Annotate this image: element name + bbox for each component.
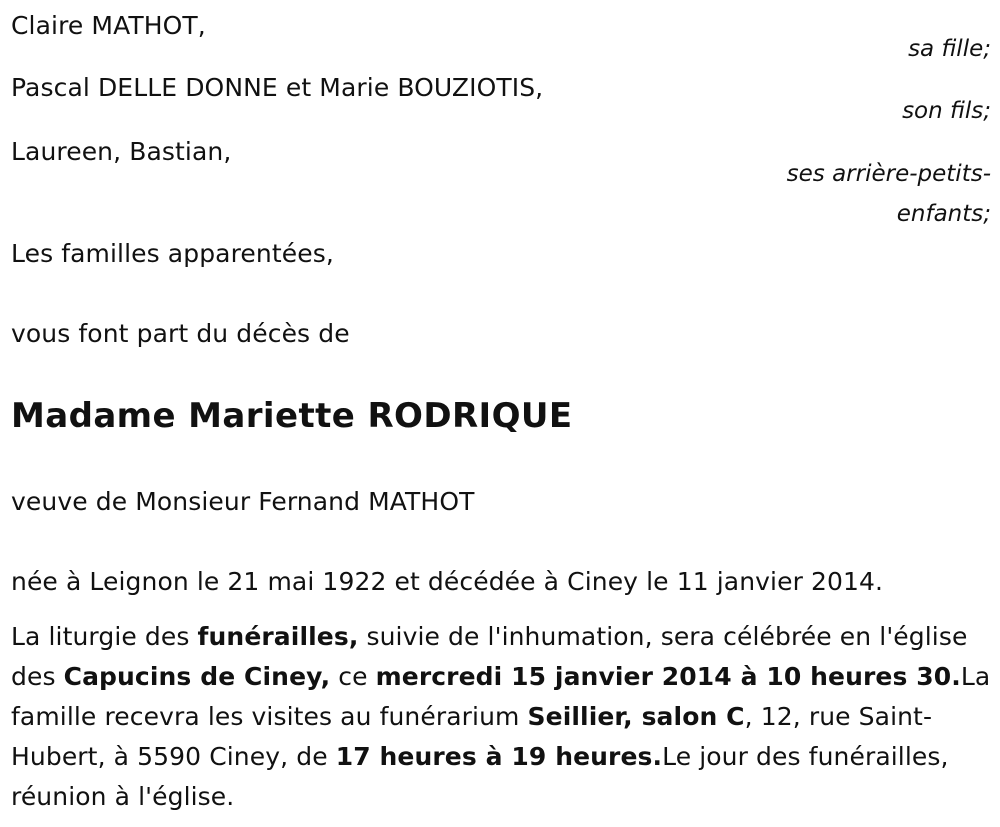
announcement: vous font part du décès de (11, 319, 350, 348)
funeral-text: , 12, rue Saint-Hubert, à 5590 Ciney, de (11, 702, 933, 771)
family-member-relation: son fils; (902, 98, 991, 124)
family-member-name: Laureen, Bastian, (11, 137, 232, 166)
funeral-details (11, 617, 996, 817)
funeral-emphasis: funérailles, (197, 622, 359, 651)
other-family: Les familles apparentées, (11, 239, 334, 268)
family-member-relation: sa fille; (908, 36, 991, 62)
funeral-date-time: mercredi 15 janvier 2014 à 10 heures 30. (375, 662, 961, 691)
funeral-home-name: Seillier, salon C (527, 702, 745, 731)
family-member-relation: ses arrière-petits- (786, 161, 991, 187)
visiting-hours: 17 heures à 19 heures. (335, 742, 663, 771)
birth-death-details: née à Leignon le 21 mai 1922 et décédée à Ciney le 11 janvier 2014. (11, 567, 884, 596)
funeral-text: ce (330, 662, 376, 691)
funeral-text: La liturgie des (11, 622, 198, 651)
funeral-text: suivie de l'inhumation, sera célébrée en l'église des (11, 622, 968, 691)
church-name: Capucins de Ciney, (63, 662, 331, 691)
family-member-name: Pascal DELLE DONNE et Marie BOUZIOTIS, (11, 73, 544, 102)
family-member-name: Claire MATHOT, (11, 11, 206, 40)
family-member-relation-continued: enfants; (896, 201, 991, 227)
funeral-text: La famille recevra les visites au funérarium (11, 662, 991, 731)
widow-of: veuve de Monsieur Fernand MATHOT (11, 487, 475, 516)
funeral-text: Le jour des funérailles, réunion à l'église. (11, 742, 949, 811)
deceased-name: Madame Mariette RODRIQUE (11, 396, 573, 436)
